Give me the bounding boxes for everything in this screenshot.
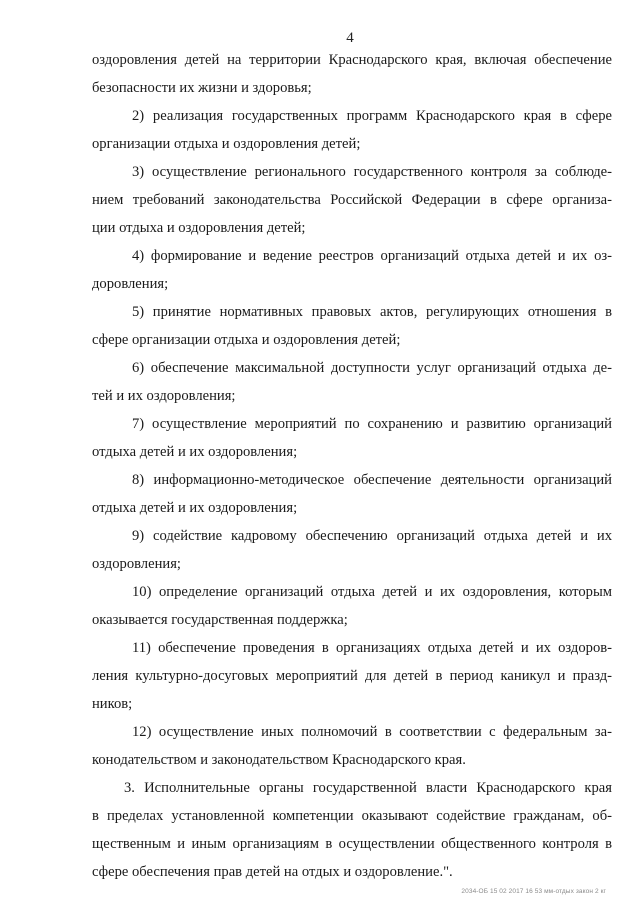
list-item-11-line: 11) обеспечение проведения в организациях отдыха детей и их оздоров-: [132, 640, 612, 656]
list-item-4-line: доровления;: [92, 276, 169, 292]
footer-stamp: 2034-ОБ 15 02 2017 16 53 мм-отдых закон 2 кг: [461, 888, 606, 895]
text-line: оздоровления детей на территории Краснодарского края, включая обеспечение: [92, 52, 612, 68]
list-item-3-line: нием требований законодательства Российской Федерации в сфере организа-: [92, 192, 612, 208]
list-item-10-line: 10) определение организаций отдыха детей и их оздоровления, которым: [132, 584, 612, 600]
list-item-6-line: 6) обеспечение максимальной доступности услуг организаций отдыха де-: [132, 360, 612, 376]
list-item-3-line: ции отдыха и оздоровления детей;: [92, 220, 306, 236]
list-item-9-line: оздоровления;: [92, 556, 181, 572]
list-item-11-line: ников;: [92, 696, 133, 712]
list-item-3-line: 3) осуществление регионального государственного контроля за соблюде-: [132, 164, 612, 180]
list-item-4-line: 4) формирование и ведение реестров организаций отдыха детей и их оз-: [132, 248, 612, 264]
text-line: безопасности их жизни и здоровья;: [92, 80, 312, 96]
list-item-5-line: сфере организации отдыха и оздоровления детей;: [92, 332, 401, 348]
list-item-9-line: 9) содействие кадровому обеспечению организаций отдыха детей и их: [132, 528, 612, 544]
list-item-10-line: оказывается государственная поддержка;: [92, 612, 348, 628]
list-item-6-line: тей и их оздоровления;: [92, 388, 236, 404]
list-item-12-line: 12) осуществление иных полномочий в соответствии с федеральным за-: [132, 724, 612, 740]
document-body: [92, 48, 612, 888]
section-3-line: 3. Исполнительные органы государственной власти Краснодарского края: [124, 780, 612, 796]
list-item-11-line: ления культурно-досуговых мероприятий для детей в период каникул и празд-: [92, 668, 612, 684]
page-number: 4: [346, 30, 354, 46]
list-item-2-line: 2) реализация государственных программ Краснодарского края в сфере: [132, 108, 612, 124]
list-item-5-line: 5) принятие нормативных правовых актов, регулирующих отношения в: [132, 304, 612, 320]
section-3-line: щественным и иным организациям в осуществлении общественного контроля в: [92, 836, 612, 852]
list-item-2-line: организации отдыха и оздоровления детей;: [92, 136, 361, 152]
list-item-8-line: 8) информационно-методическое обеспечение деятельности организаций: [132, 472, 612, 488]
section-3-line: сфере обеспечения прав детей на отдых и оздоровление.".: [92, 864, 453, 880]
list-item-8-line: отдыха детей и их оздоровления;: [92, 500, 298, 516]
list-item-12-line: конодательством и законодательством Краснодарского края.: [92, 752, 466, 768]
list-item-7-line: отдыха детей и их оздоровления;: [92, 444, 298, 460]
section-3-line: в пределах установленной компетенции оказывают содействие гражданам, об-: [92, 808, 612, 824]
list-item-7-line: 7) осуществление мероприятий по сохранению и развитию организаций: [132, 416, 612, 432]
